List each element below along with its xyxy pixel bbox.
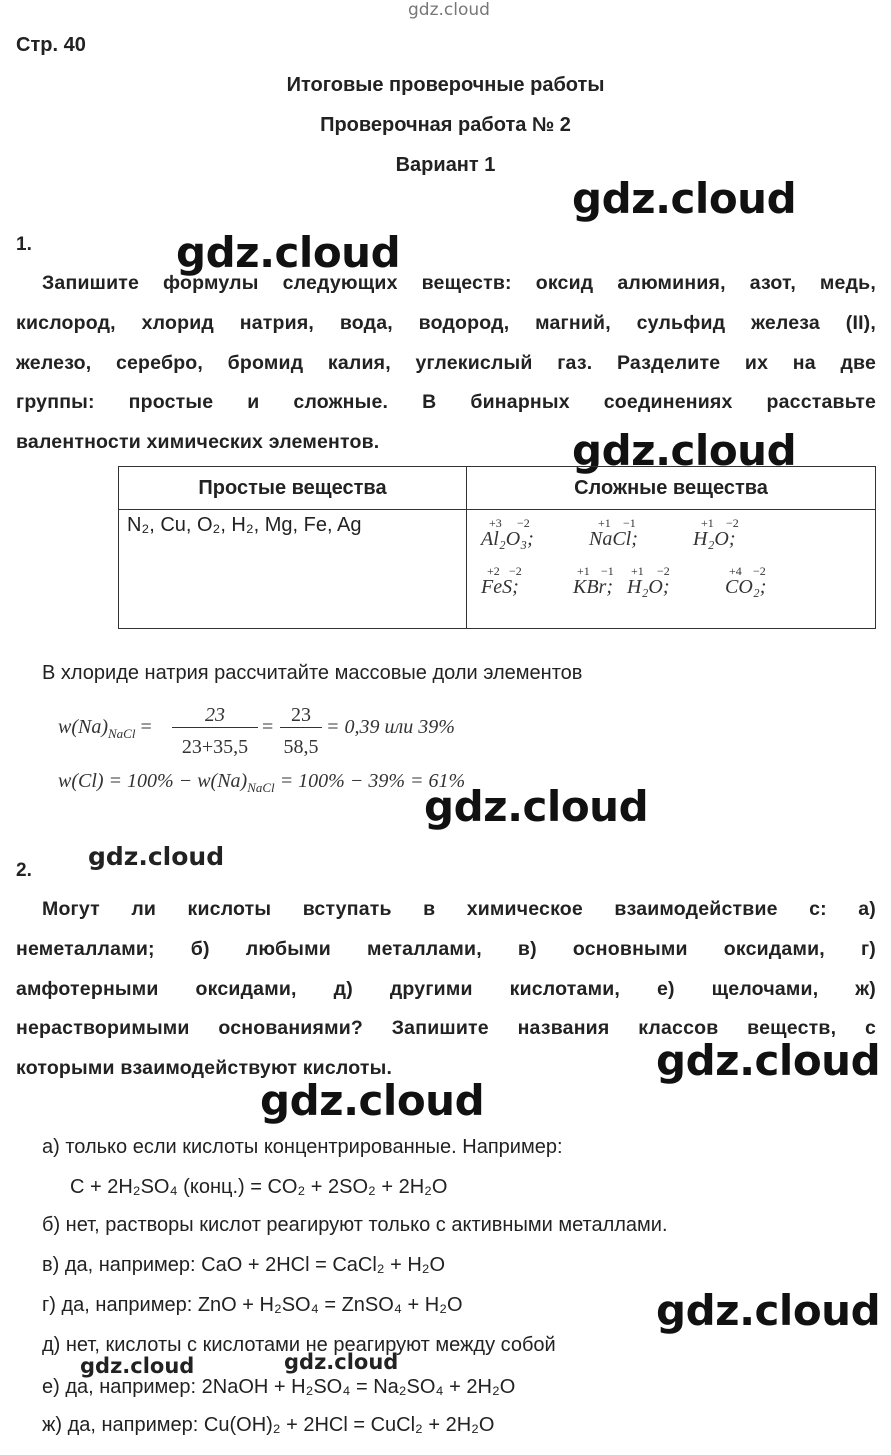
watermark: gdz.cloud: [284, 1350, 399, 1374]
top-watermark: gdz.cloud: [408, 0, 490, 20]
watermark: gdz.cloud: [424, 782, 649, 831]
watermark: gdz.cloud: [572, 426, 797, 475]
task-number: 2.: [16, 860, 32, 881]
eq1-numerator-2: 23: [280, 703, 322, 728]
task-statement: Запишите формулы следующих веществ: оксид алюминия, азот, медь, кислород, хлорид натрия, вода, водород, магний, сульфид железа (II), железо, серебро, бромид калия, углекислый газ. Разделите их на две группы: простые и сложные. В бинарных соединениях расставьте валентности химических элементов.: [16, 272, 876, 454]
task-statement: Могут ли кислоты вступать в химическое взаимодействие с: а) неметаллами; б) любыми металлами, в) основными оксидами, г) амфотерными оксидами, д) другими кислотами, е) щелочами, ж) нерастворимыми основаниями? Запишите названия классов веществ, с которыми взаимодействуют кислоты.: [16, 898, 876, 1080]
variant-title: Вариант 1: [395, 154, 496, 176]
watermark: gdz.cloud: [260, 1076, 485, 1125]
answer-a: а) только если кислоты концентрированные. Например:: [42, 1136, 563, 1158]
watermark: gdz.cloud: [656, 1286, 881, 1335]
answer-d: г) да, например: ZnO + H₂SO₄ = ZnSO₄ + H₂O: [42, 1294, 463, 1316]
answer-f: е) да, например: 2NaOH + H₂SO₄ = Na₂SO₄ + 2H₂O: [42, 1376, 516, 1398]
equation-2: $w(Cl) = 100\% - w(Na)_{NaCl} = 100\% - 39\% = 61\%$: [58, 770, 466, 795]
answer-e: д) нет, кислоты с кислотами не реагируют между собой: [42, 1334, 556, 1356]
complex-substances: +3 −2 +1 −1 +1 −2 Al₂O₃; NaCl; H₂O; +2 −2 +1 −1 +1 −2 +4 −2 FeS; KBr; H₂O; CO₂;: [467, 510, 876, 629]
section-title: Итоговые проверочные работы: [286, 74, 605, 96]
eq1-result: = 0,39 или 39%: [326, 716, 455, 738]
answer-c: в) да, например: CaO + 2HCl = CaCl₂ + H₂O: [42, 1254, 446, 1276]
substances-table: [118, 466, 876, 629]
page-number: Стр. 40: [16, 34, 86, 56]
work-title: Проверочная работа № 2: [320, 114, 571, 136]
watermark: gdz.cloud: [80, 1354, 195, 1378]
watermark: gdz.cloud: [656, 1036, 881, 1085]
eq1-numerator-1: 23: [172, 703, 258, 728]
calc-intro: В хлориде натрия рассчитайте массовые доли элементов: [42, 662, 583, 684]
watermark: gdz.cloud: [176, 228, 401, 277]
answer-a-equation: C + 2H₂SO₄ (конц.) = CO₂ + 2SO₂ + 2H₂O: [70, 1176, 448, 1198]
answer-b: б) нет, растворы кислот реагируют только с активными металлами.: [42, 1214, 668, 1236]
equation-1-lhs: $w(Na)_{NaCl}$ =: [58, 716, 152, 741]
watermark: gdz.cloud: [572, 174, 797, 223]
header-simple: Простые вещества: [119, 467, 467, 510]
header-complex: Сложные вещества: [467, 467, 876, 510]
task-number: 1.: [16, 234, 32, 255]
answer-g: ж) да, например: Cu(OH)₂ + 2HCl = CuCl₂ + 2H₂O: [42, 1414, 495, 1436]
eq1-denominator-2: 58,5: [283, 736, 319, 758]
eq1-equals: =: [262, 716, 274, 738]
simple-substances: N₂, Cu, O₂, H₂, Mg, Fe, Ag: [119, 510, 467, 629]
watermark: gdz.cloud: [88, 842, 225, 871]
eq1-denominator-1: 23+35,5: [181, 736, 249, 758]
